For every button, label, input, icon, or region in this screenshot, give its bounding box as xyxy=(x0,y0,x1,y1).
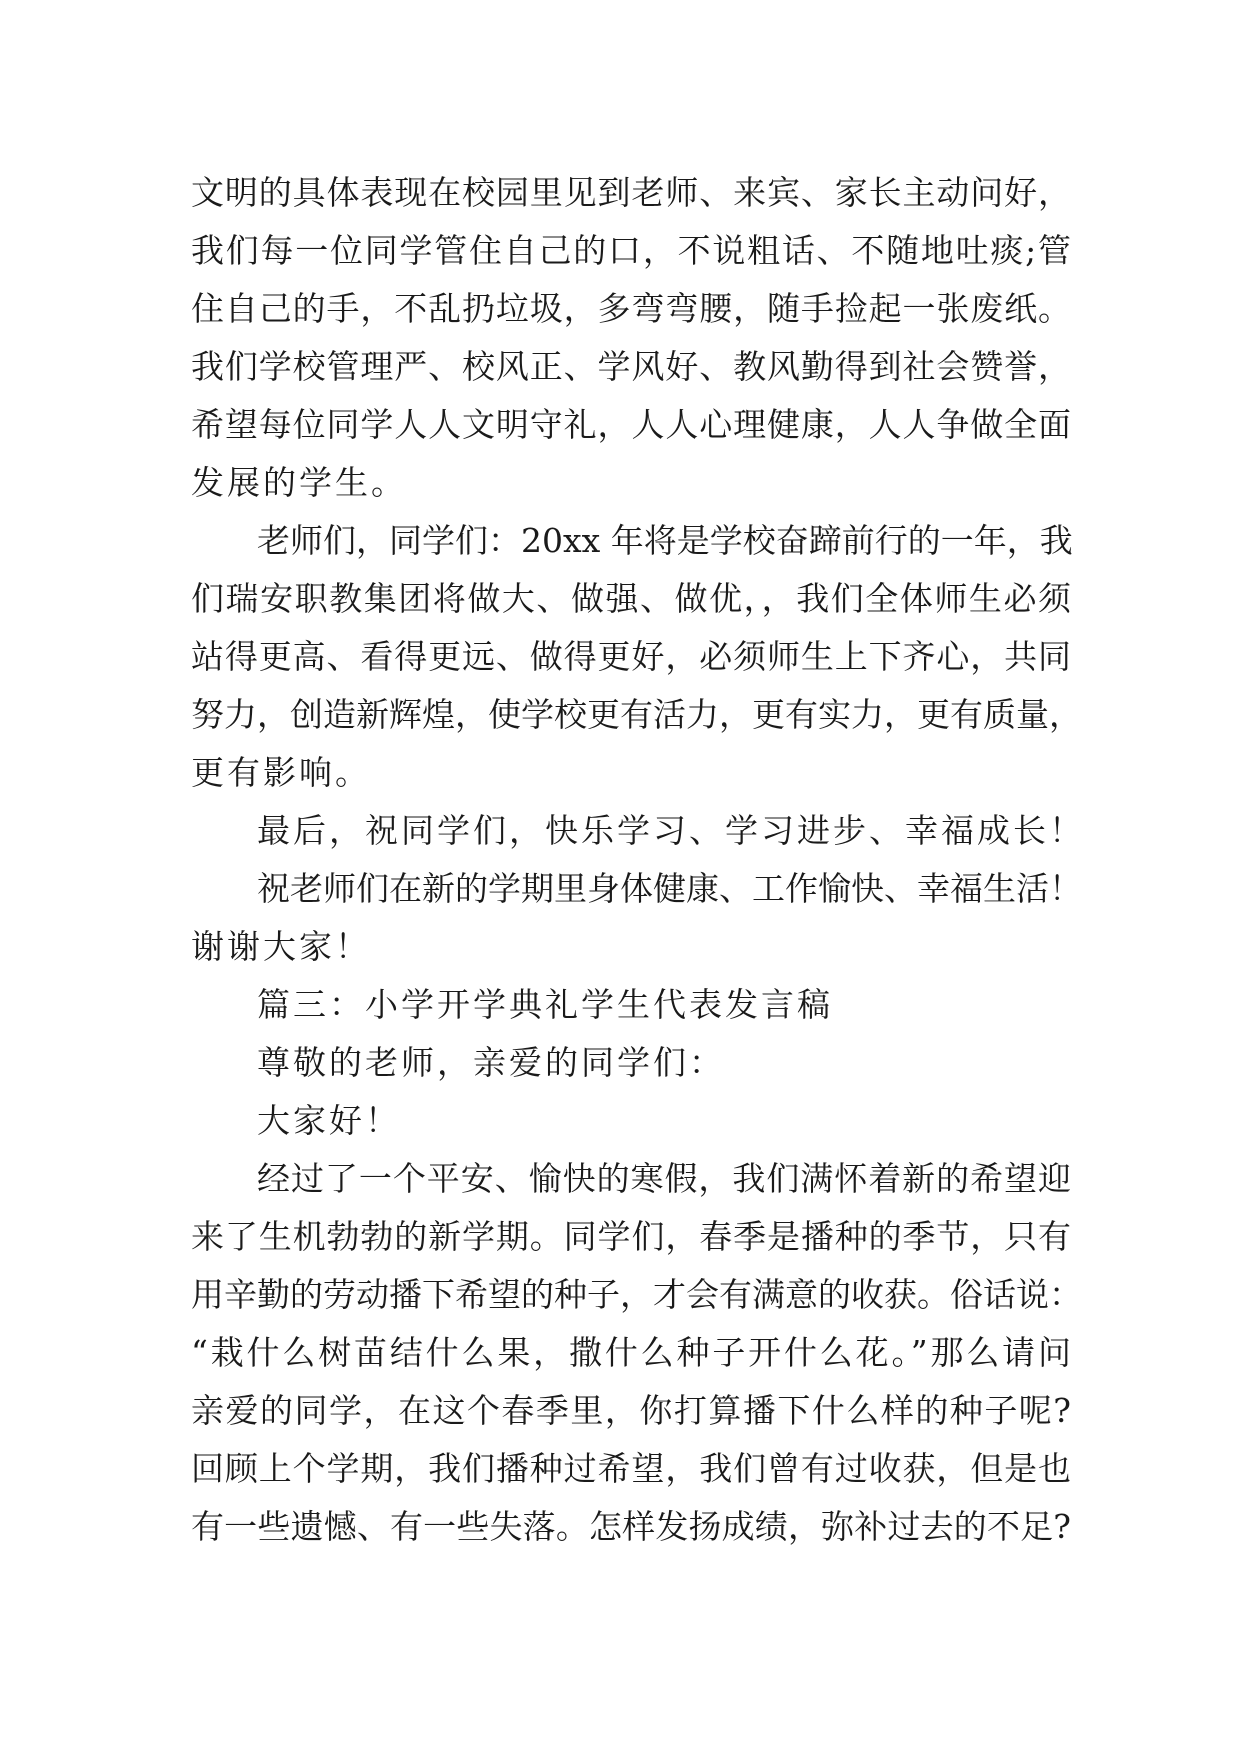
text-line: 努力，创造新辉煌，使学校更有活力，更有实力，更有质量， xyxy=(191,695,1082,734)
text-line: “栽什么树苗结什么果，撒什么种子开什么花。”那么请问 xyxy=(191,1333,1071,1372)
text-line: 发展的学生。 xyxy=(191,463,407,502)
text-line: 们瑞安职教集团将做大、做强、做优，，我们全体师生必须 xyxy=(191,579,1071,618)
text-line: 有一些遗憾、有一些失落。怎样发扬成绩，弥补过去的不足? xyxy=(191,1507,1071,1546)
text-line: 回顾上个学期，我们播种过希望，我们曾有过收获，但是也 xyxy=(191,1449,1071,1488)
paragraph-first-line: 尊敬的老师，亲爱的同学们： xyxy=(257,1043,725,1082)
text-line: 我们学校管理严、校风正、学风好、教风勤得到社会赞誉， xyxy=(191,347,1071,386)
text-line: 用辛勤的劳动播下希望的种子，才会有满意的收获。俗话说： xyxy=(191,1275,1082,1314)
paragraph-first-line: 老师们，同学们：20xx 年将是学校奋蹄前行的一年，我 xyxy=(257,521,1073,560)
paragraph-first-line: 篇三：小学开学典礼学生代表发言稿 xyxy=(257,985,833,1024)
paragraph-first-line: 祝老师们在新的学期里身体健康、工作愉快、幸福生活！ xyxy=(257,869,1082,908)
text-line: 谢谢大家！ xyxy=(191,927,371,966)
text-line: 文明的具体表现在校园里见到老师、来宾、家长主动问好， xyxy=(191,173,1071,212)
paragraph-first-line: 经过了一个平安、愉快的寒假，我们满怀着新的希望迎 xyxy=(257,1159,1071,1198)
text-line: 希望每位同学人人文明守礼，人人心理健康，人人争做全面 xyxy=(191,405,1071,444)
paragraph-first-line: 大家好！ xyxy=(257,1101,401,1140)
text-line: 站得更高、看得更远、做得更好，必须师生上下齐心，共同 xyxy=(191,637,1071,676)
text-line: 亲爱的同学，在这个春季里，你打算播下什么样的种子呢? xyxy=(191,1391,1071,1430)
text-line: 来了生机勃勃的新学期。同学们，春季是播种的季节，只有 xyxy=(191,1217,1071,1256)
body-text xyxy=(191,164,1085,1556)
paragraph-first-line: 最后，祝同学们，快乐学习、学习进步、幸福成长！ xyxy=(257,811,1085,850)
text-line: 我们每一位同学管住自己的口，不说粗话、不随地吐痰;管 xyxy=(191,231,1071,270)
text-line: 住自己的手，不乱扔垃圾，多弯弯腰，随手捡起一张废纸。 xyxy=(191,289,1071,328)
text-line: 更有影响。 xyxy=(191,753,371,792)
